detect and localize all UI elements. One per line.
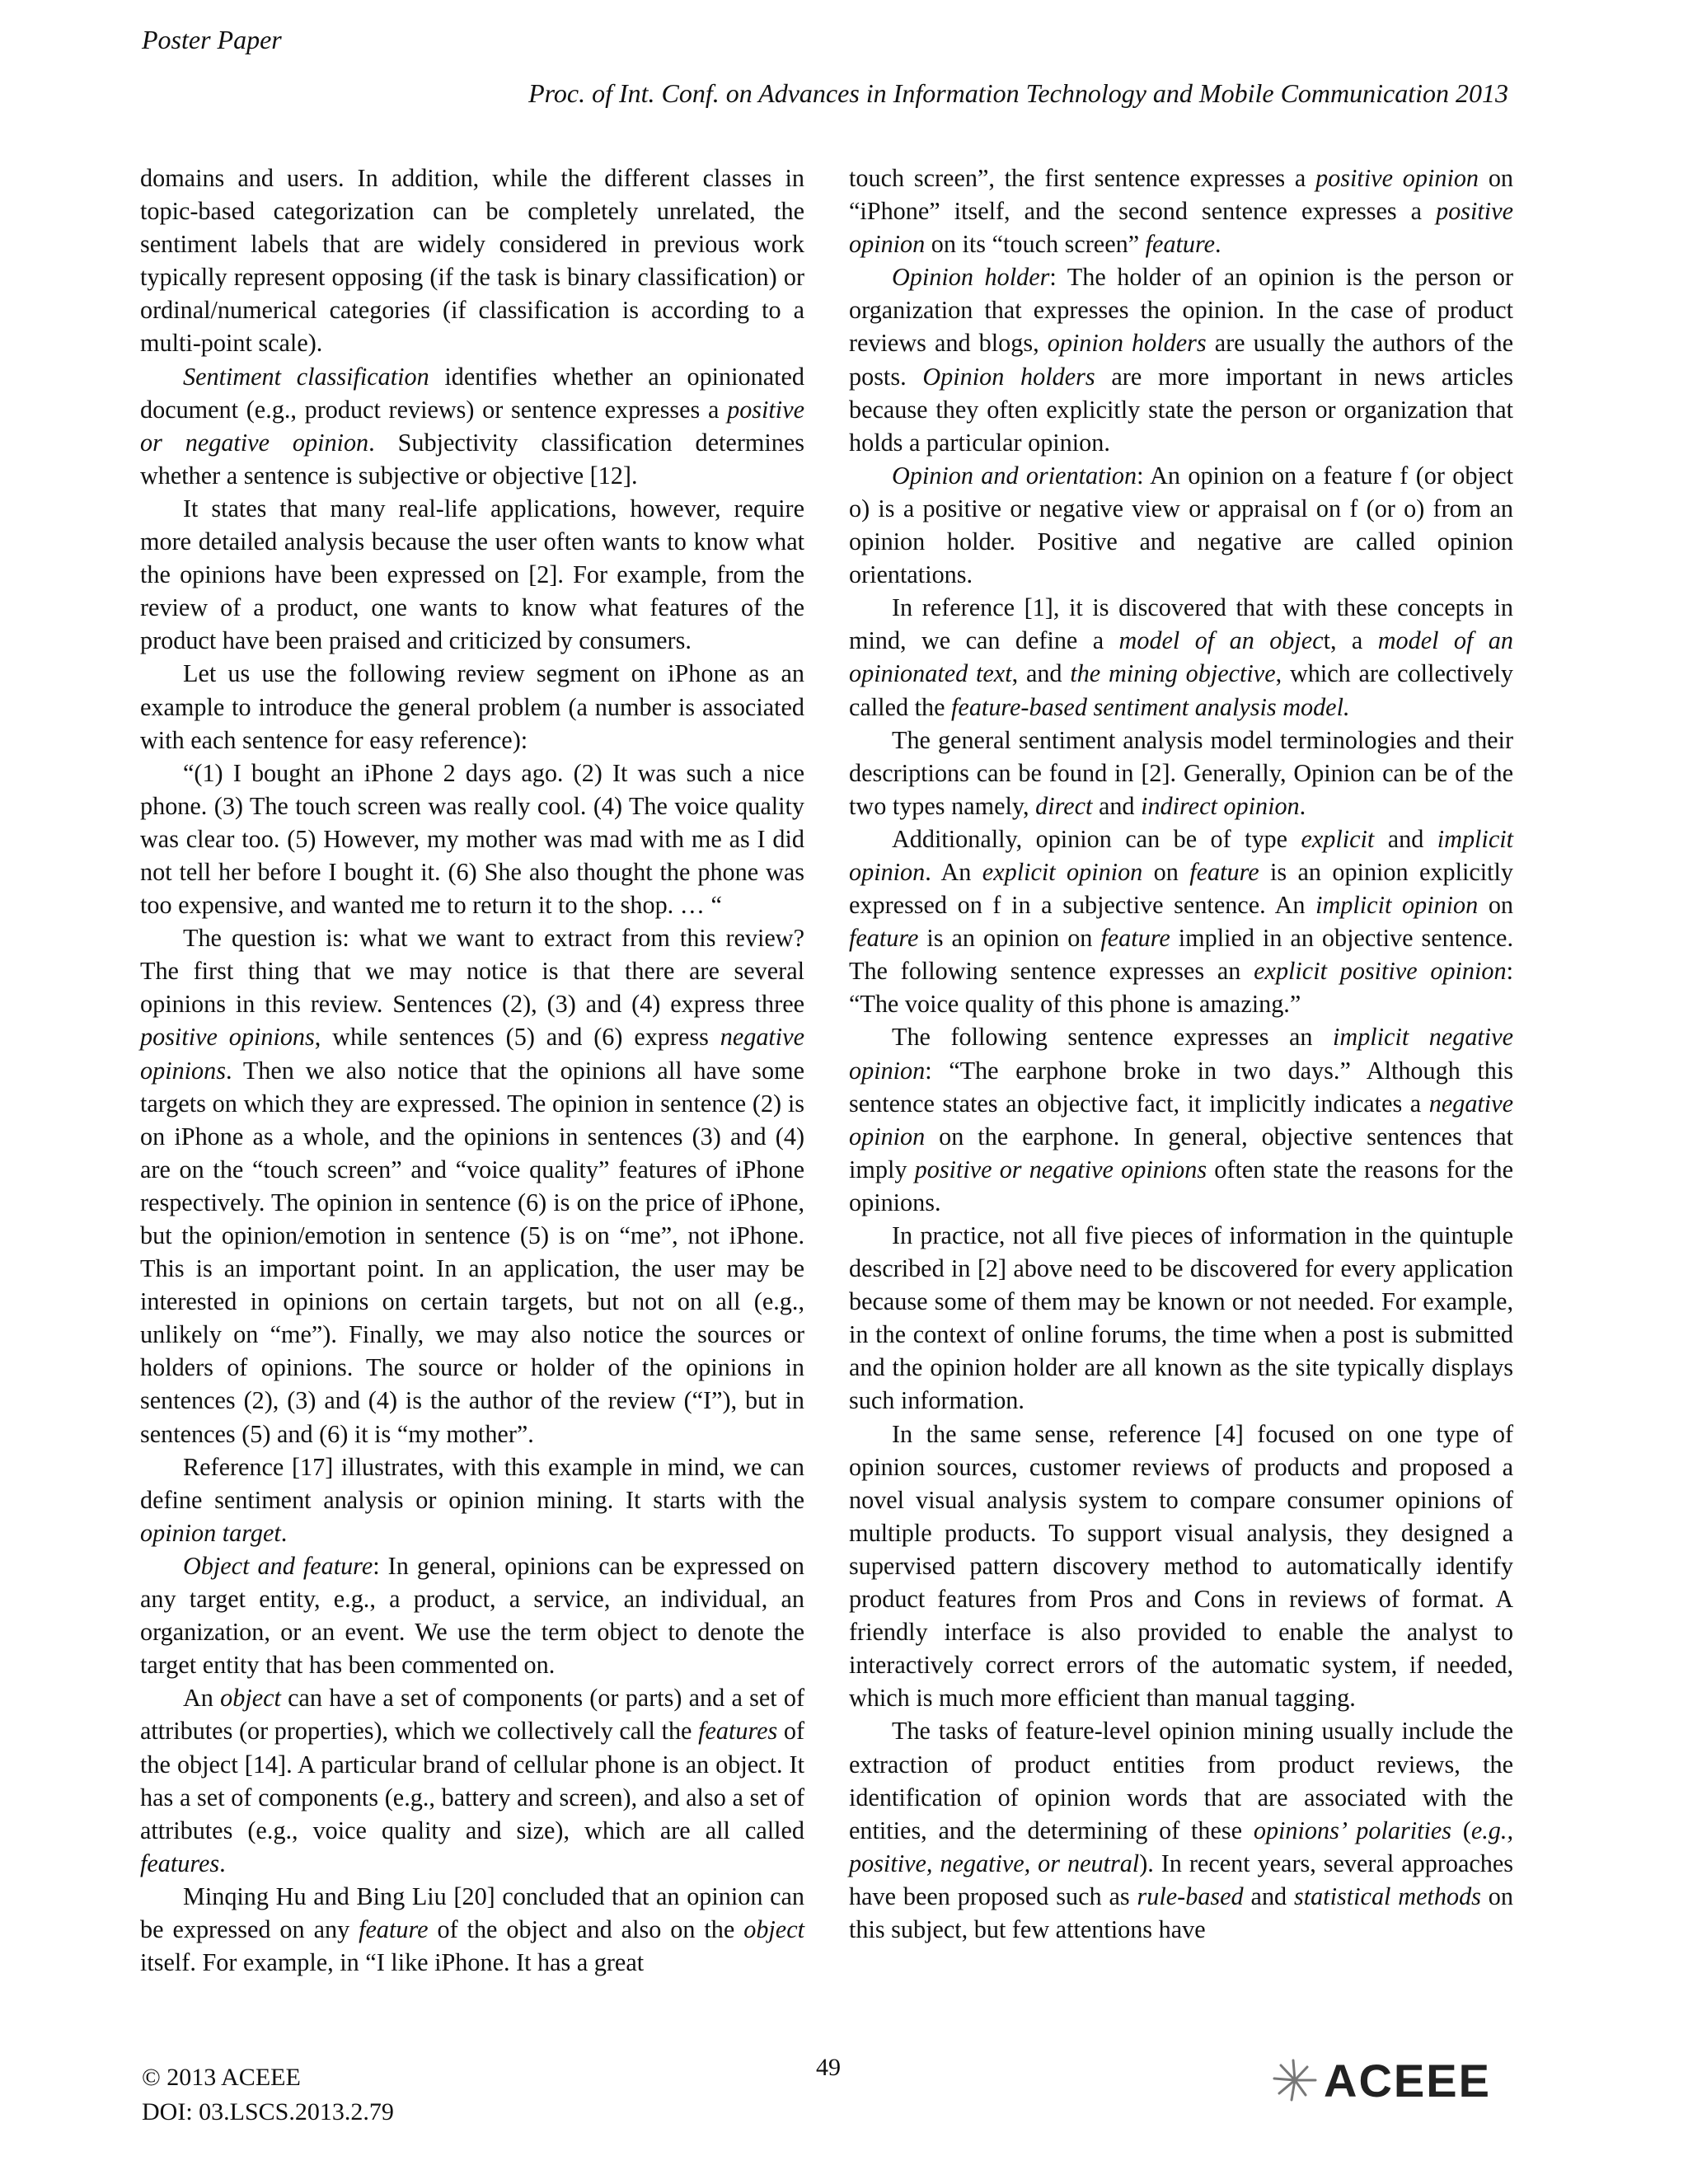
star-burst-icon	[1269, 2057, 1320, 2103]
paragraph: The tasks of feature-level opinion mining usually include the extraction of product entities from product reviews, the identification of opinion words that are associated with the entities, and the determining of these opinions’ polarities (e.g., positive, negative, or neutral). In recent years, several approaches have been proposed such as rule-based and statistical methods on this subject, but few attentions have	[849, 1717, 1513, 1943]
poster-paper-label: Poster Paper	[142, 25, 282, 54]
logo-text: ACEEE	[1324, 2054, 1491, 2107]
paragraph: The question is: what we want to extract from this review? The first thing that we may notice is that there are several opinions in this review. Sentences (2), (3) and (4) express three positive opinions, while sentences (5) and (6) express negative opinions. Then we also notice that the opinions all have some targets on which they are expressed. The opinion in sentence (2) is on iPhone as a whole, and the opinions in sentences (3) and (4) are on the “touch screen” and “voice quality” features of iPhone respectively. The opinion in sentence (6) is on the price of iPhone, but the opinion/emotion in sentence (5) is on “me”, not iPhone. This is an important point. In an application, the user may be interested in opinions on certain targets, but not on all (e.g., unlikely on “me”). Finally, we may also notice the sources or holders of opinions. The source or holder of the opinions in sentences (2), (3) and (4) is the author of the review (“I”), but in sentences (5) and (6) it is “my mother”.	[140, 924, 804, 1448]
aceee-logo	[1269, 2055, 1491, 2105]
copyright: © 2013 ACEEE	[142, 2064, 301, 2091]
left-column	[140, 162, 804, 1979]
paragraph: In practice, not all five pieces of information in the quintuple described in [2] above need to be discovered for every application because some of them may be known or not needed. For example, in the context of online forums, the time when a post is submitted and the opinion holder are all known as the site typically displays such information.	[849, 1221, 1513, 1415]
review-quote: “(1) I bought an iPhone 2 days ago. (2) It was such a nice phone. (3) The touch screen was really cool. (4) The voice quality was clear too. (5) However, my mother was mad with me as I did not tell her before I bought it. (6) She also thought the phone was too expensive, and wanted me to return it to the shop. … “	[140, 758, 804, 920]
paragraph: In reference [1], it is discovered that with these concepts in mind, we can define a model of an object, a model of an opinionated text, and the mining objective, which are collectively called the feature-based sentiment analysis model.	[849, 593, 1513, 721]
paragraph: Opinion and orientation: An opinion on a feature f (or object o) is a positive or negative view or appraisal on f (or o) from an opinion holder. Positive and negative are called opinion orientations.	[849, 461, 1513, 589]
doi: DOI: 03.LSCS.2013.2.79	[142, 2098, 394, 2125]
paragraph: Additionally, opinion can be of type explicit and implicit opinion. An explicit opinion on feature is an opinion explicitly expressed on f in a subjective sentence. An implicit opinion on feature is an opinion on feature implied in an objective sentence. The following sentence expresses an explicit positive opinion: “The voice quality of this phone is amazing.”	[849, 824, 1514, 1019]
footer-info	[142, 2060, 394, 2130]
paragraph: Opinion holder: The holder of an opinion is the person or organization that expresses the opinion. In the case of product reviews and blogs, opinion holders are usually the authors of the posts. Opinion holders are more important in news articles because they often explicitly state the person or organization that holds a particular opinion.	[849, 263, 1514, 457]
paragraph: Let us use the following review segment on iPhone as an example to introduce the general problem (a number is associated with each sentence for easy reference):	[140, 659, 804, 754]
paragraph: Minqing Hu and Bing Liu [20] concluded that an opinion can be expressed on any feature of the object and also on the object itself. For example, in “I like iPhone. It has a great	[140, 1882, 804, 1977]
proceedings-title: Proc. of Int. Conf. on Advances in Information Technology and Mobile Communication 2013	[528, 78, 1508, 108]
paragraph: The following sentence expresses an implicit negative opinion: “The earphone broke in two days.” Although this sentence states an objective fact, it implicitly indicates a negative opinion on the earphone. In general, objective sentences that imply positive or negative opinions often state the reasons for the opinions.	[849, 1023, 1513, 1216]
right-column	[849, 162, 1513, 1946]
paragraph: Reference [17] illustrates, with this example in mind, we can define sentiment analysis or opinion mining. It starts with the opinion target.	[140, 1452, 804, 1547]
paragraph: Sentiment classification identifies whether an opinionated document (e.g., product reviews) or sentence expresses a positive or negative opinion. Subjectivity classification determines whether a sentence is subjective or objective [12].	[140, 362, 805, 490]
paragraph: domains and users. In addition, while the different classes in topic-based categorization can be completely unrelated, the sentiment labels that are widely considered in previous work typically represent opposing (if the task is binary classification) or ordinal/numerical categories (if classification is according to a multi-point scale).	[140, 164, 804, 358]
paragraph: touch screen”, the first sentence expresses a positive opinion on “iPhone” itself, and the second sentence expresses a positive opinion on its “touch screen” feature.	[849, 164, 1514, 259]
paragraph: In the same sense, reference [4] focused on one type of opinion sources, customer reviews of products and proposed a novel visual analysis system to compare consumer opinions of multiple products. To support visual analysis, they designed a supervised pattern discovery method to automatically identify product features from Pros and Cons in reviews of format. A friendly interface is also provided to enable the analyst to interactively correct errors of the automatic system, if needed, which is much more efficient than manual tagging.	[849, 1419, 1513, 1713]
paragraph: It states that many real-life applications, however, require more detailed analysis because the user often wants to know what the opinions have been expressed on [2]. For example, from the review of a product, one wants to know what features of the product have been praised and criticized by consumers.	[140, 494, 804, 655]
paragraph: An object can have a set of components (or parts) and a set of attributes (or properties), which we collectively call the features of the object [14]. A particular brand of cellular phone is an object. It has a set of components (e.g., battery and screen), and also a set of attributes (e.g., voice quality and size), which are all called features.	[140, 1684, 804, 1877]
paragraph: Object and feature: In general, opinions can be expressed on any target entity, e.g., a product, a service, an individual, an organization, or an event. We use the term object to denote the target entity that has been commented on.	[140, 1551, 804, 1680]
page-number: 49	[816, 2054, 841, 2081]
paragraph: The general sentiment analysis model terminologies and their descriptions can be found in [2]. Generally, Opinion can be of the two types namely, direct and indirect opinion.	[849, 725, 1513, 820]
